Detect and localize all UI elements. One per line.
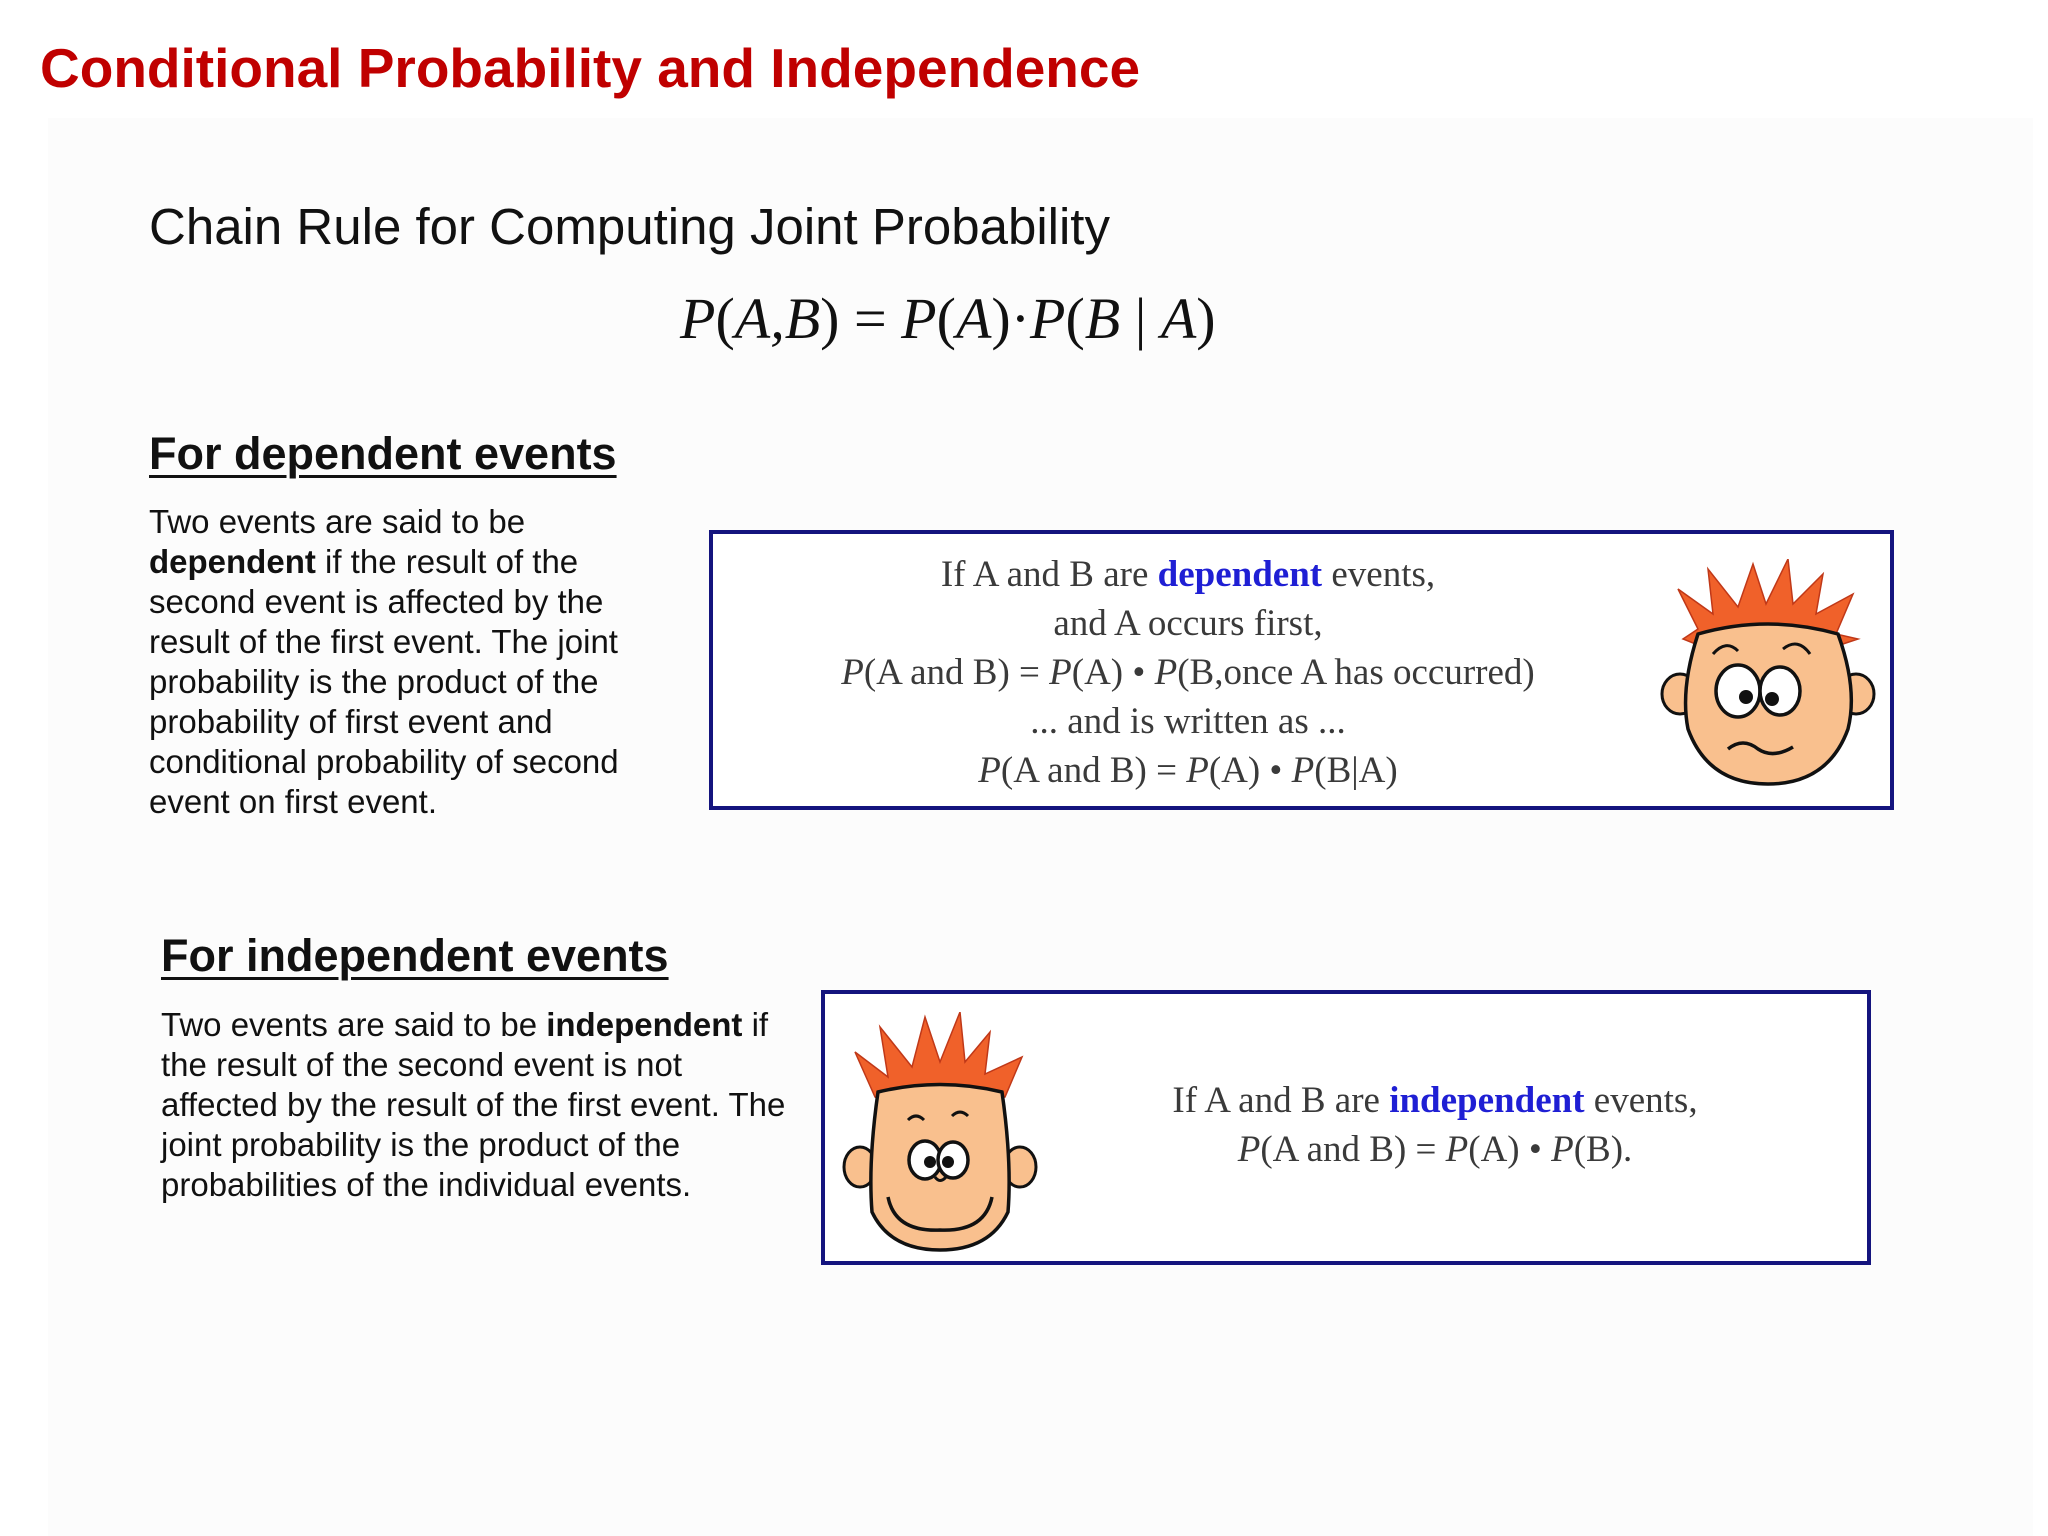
dependent-description — [149, 502, 659, 822]
dependent-heading: For dependent events — [149, 428, 617, 479]
box-line-text: (A and B) = — [1000, 750, 1187, 791]
box-p: P — [1291, 750, 1315, 791]
box-emphasis: independent — [1389, 1080, 1585, 1121]
box-line: ... and is written as ... — [1030, 701, 1346, 742]
para-text: Two events are said to be — [149, 503, 526, 540]
chain-rule-formula: P(A,B) = P(A)·P(B | A) — [680, 286, 1216, 351]
dependent-box — [709, 530, 1894, 810]
formula-arg: A — [955, 286, 992, 351]
box-line: and A occurs first, — [1053, 603, 1323, 644]
formula-p: P — [680, 286, 716, 351]
box-line-text: (A) • — [1468, 1129, 1552, 1170]
box-p: P — [1049, 652, 1072, 693]
para-bold-term: independent — [546, 1006, 743, 1043]
box-line-text: (B|A) — [1314, 750, 1398, 791]
box-line-text: (A) • — [1208, 750, 1292, 791]
formula-equals: = — [853, 286, 887, 351]
box-line-text: If A and B are — [1172, 1080, 1390, 1121]
formula-dot: · — [1010, 286, 1031, 351]
box-p: P — [978, 750, 1001, 791]
para-text: if the result of the second event is affected by the result of the first event. The joint probability is the product of the probability of first event and conditional probability of second event on first event. — [149, 543, 619, 820]
box-emphasis: dependent — [1157, 554, 1323, 595]
para-text: Two events are said to be — [161, 1006, 547, 1043]
box-line-text: (A and B) = — [1260, 1129, 1446, 1170]
formula-args: A,B — [734, 286, 821, 351]
independent-box — [821, 990, 1871, 1265]
box-p: P — [841, 652, 864, 693]
formula-arg: B — [1084, 286, 1121, 351]
formula-arg: A — [1160, 286, 1197, 351]
formula-p: P — [1030, 286, 1066, 351]
box-line-text: events, — [1584, 1080, 1698, 1121]
independent-box-text — [1125, 1076, 1745, 1174]
smiling-face-cartoon-icon — [840, 1012, 1040, 1252]
box-line-text: If A and B are — [940, 554, 1158, 595]
box-p: P — [1154, 652, 1178, 693]
formula-bar: | — [1134, 286, 1147, 351]
box-line-text: (B). — [1573, 1129, 1633, 1170]
box-p: P — [1237, 1129, 1261, 1170]
formula-p: P — [901, 286, 937, 351]
box-line-text: (B,once A has occurred) — [1177, 652, 1535, 693]
worried-face-cartoon-icon — [1658, 559, 1878, 789]
chain-rule-heading: Chain Rule for Computing Joint Probability — [149, 198, 1110, 255]
page-title: Conditional Probability and Independence — [40, 37, 1141, 99]
para-text: if the result of the second event is not affected by the result of the first event. The joint probability is the product of the probabilities of the individual events. — [161, 1006, 786, 1203]
box-line-text: (A) • — [1071, 652, 1155, 693]
dependent-box-text — [713, 550, 1663, 795]
independent-heading: For independent events — [161, 930, 669, 981]
box-p: P — [1445, 1129, 1469, 1170]
box-line-text: events, — [1322, 554, 1436, 595]
para-bold-term: dependent — [149, 543, 316, 580]
independent-description — [161, 1005, 801, 1205]
box-p: P — [1186, 750, 1209, 791]
box-p: P — [1551, 1129, 1574, 1170]
box-line-text: (A and B) = — [863, 652, 1050, 693]
